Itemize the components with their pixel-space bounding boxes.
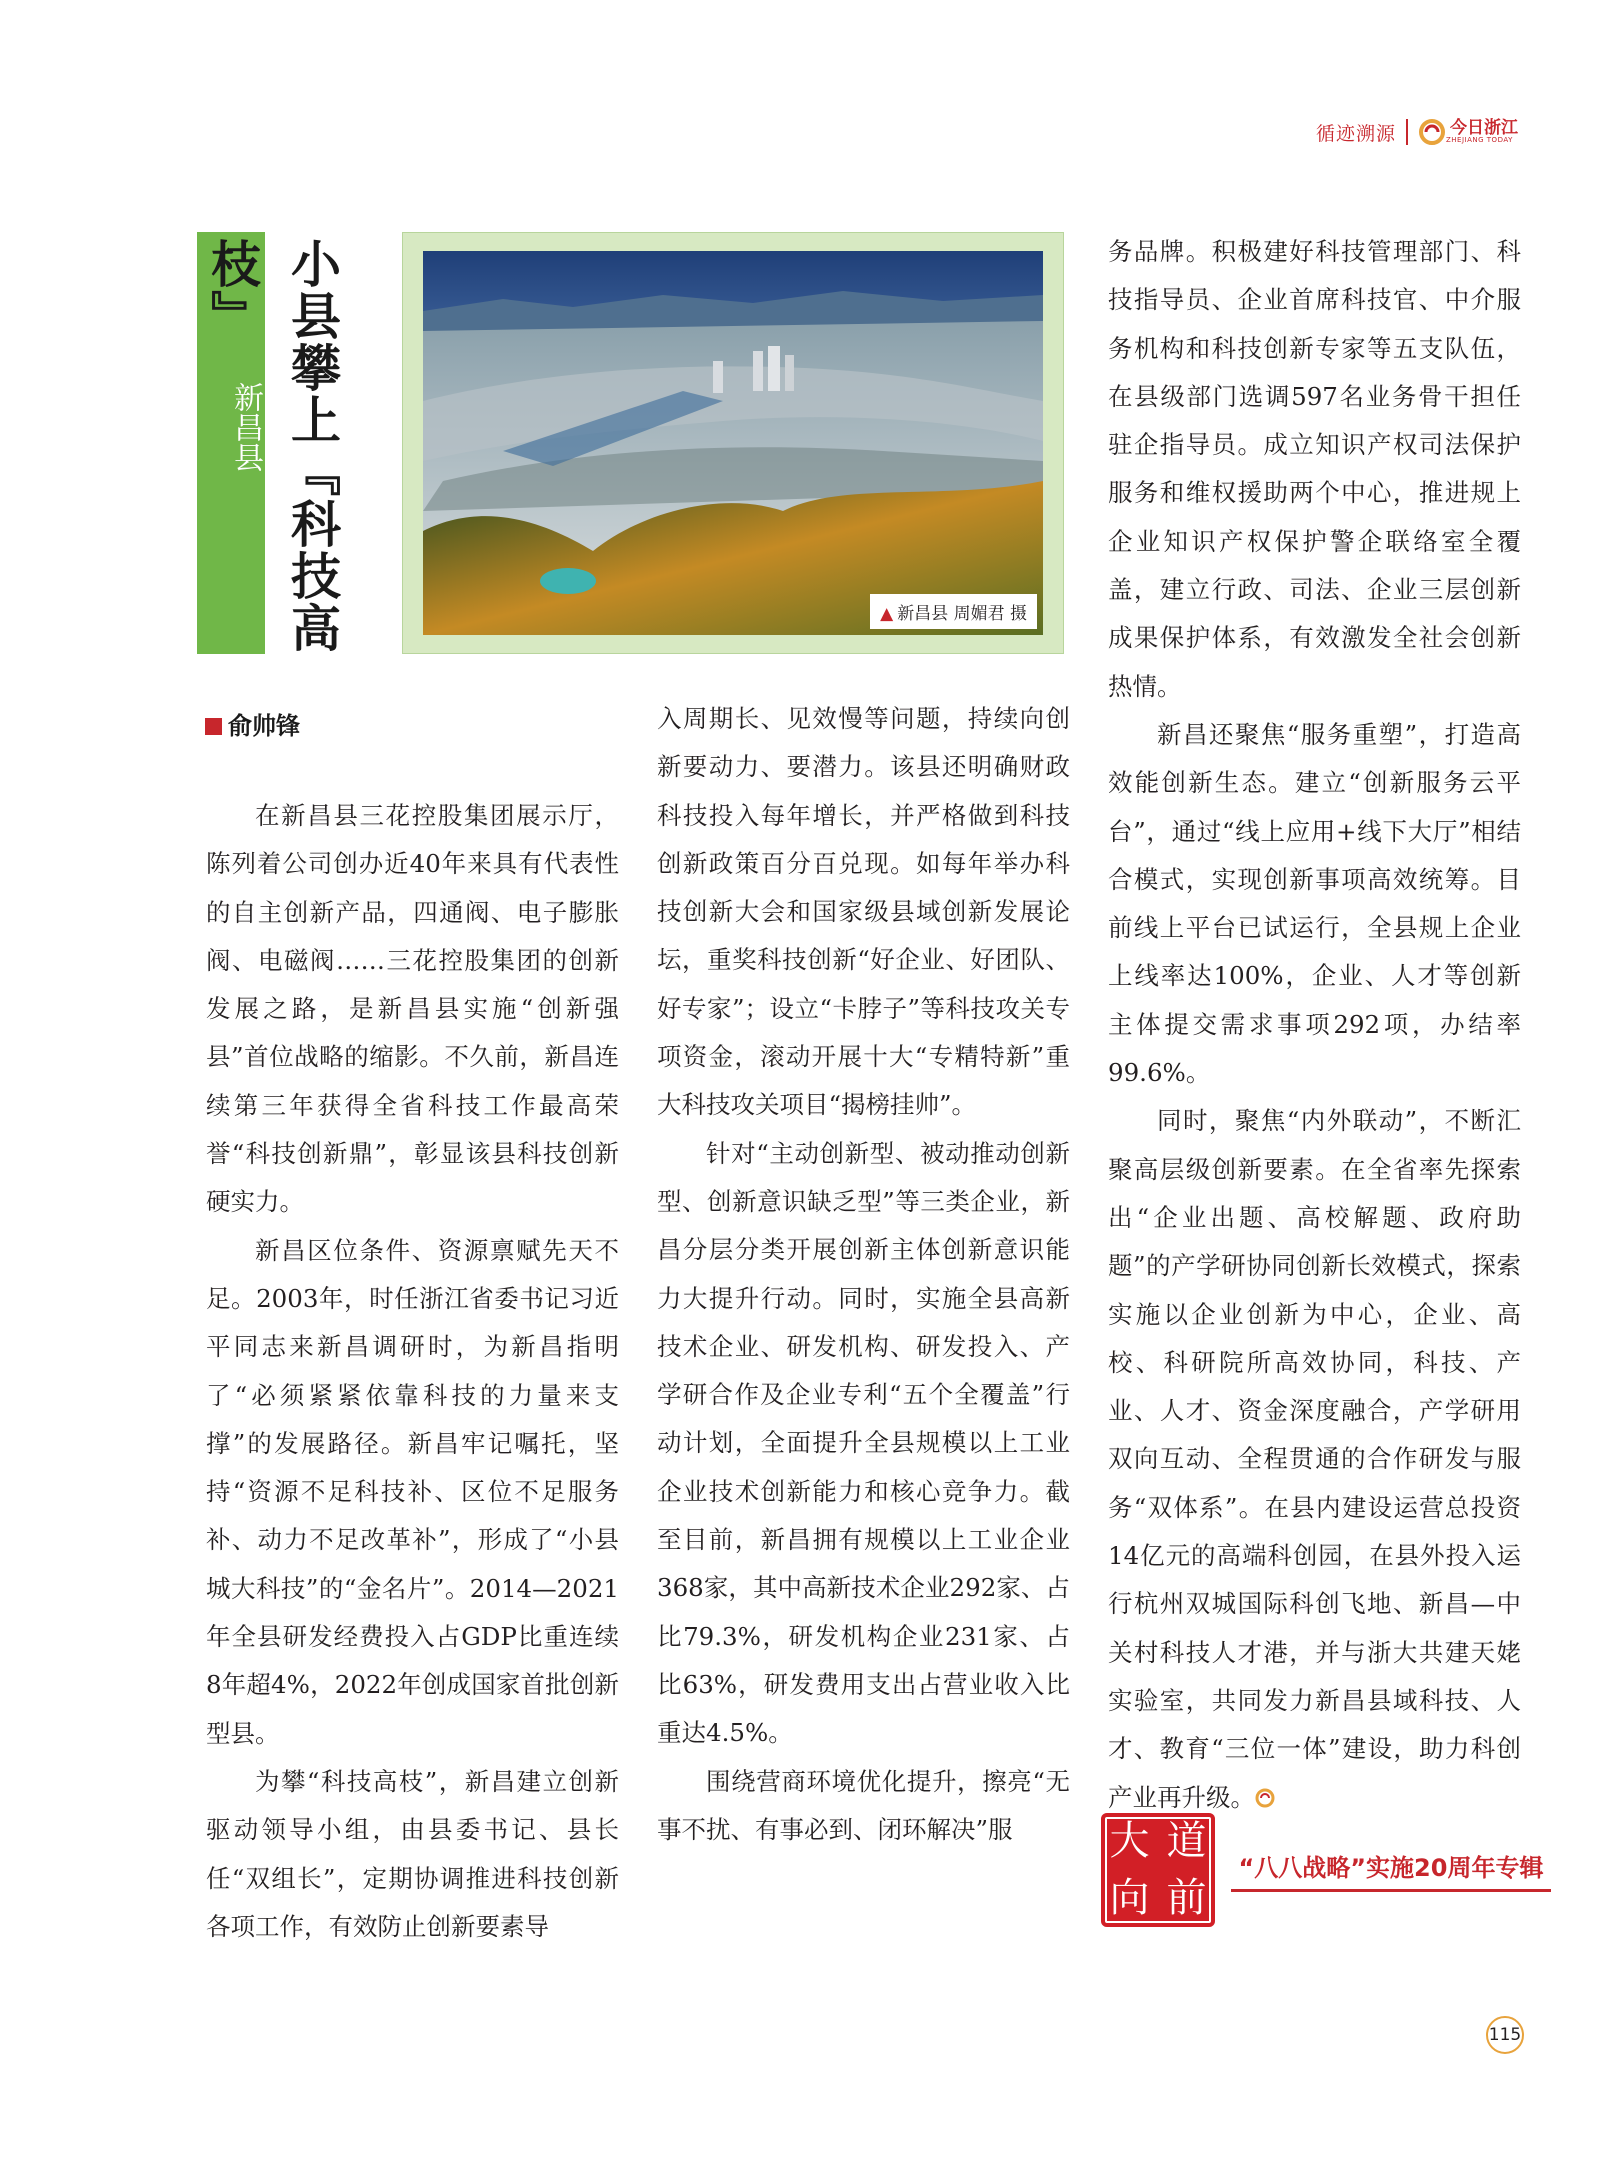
paragraph: 新昌还聚焦“服务重塑”，打造高效能创新生态。建立“创新服务云平台”，通过“线上应用+线下大厅”相结合模式，实现创新事项高效统筹。目前线上平台已试运行，全县规上企业上线率达100%，企业、人才等创新主体提交需求事项292项，办结率99.6%。: [1108, 719, 1521, 1088]
text-column-2: [657, 695, 1070, 1854]
photo-caption: [870, 594, 1037, 629]
article-title: 小县攀上『科技高枝』: [203, 238, 341, 654]
paragraph: 入周期长、见效慢等问题，持续向创新要动力、要潜力。该县还明确财政科技投入每年增长，并严格做到科技创新政策百分百兑现。如每年举办科技创新大会和国家级县域创新发展论坛，重奖科技创新“好企业、好团队、好专家”；设立“卡脖子”等科技攻关专项资金，滚动开展十大“专精特新”重大科技攻关项目“揭榜挂帅”。: [657, 704, 1070, 1120]
paragraph-final: [1108, 1097, 1521, 1821]
column-name: 循迹溯源: [1315, 122, 1396, 145]
seal-char: 前: [1166, 1875, 1207, 1921]
byline-square-icon: [205, 718, 222, 735]
special-issue-label: “八八战略”实施20周年专辑: [1231, 1848, 1551, 1892]
page-header: [1316, 118, 1518, 146]
photo-frame: [402, 232, 1064, 654]
seal-stamp: [1101, 1813, 1215, 1927]
paragraph: 新昌区位条件、资源禀赋先天不足。2003年，时任浙江省委书记习近平同志来新昌调研时，为新昌指明了“必须紧紧依靠科技的力量来支撑”的发展路径。新昌牢记嘱托，坚持“资源不足科技补、区位不足服务补、动力不足改革补”，形成了“小县城大科技”的“金名片”。2014—2021年全县研发经费投入占GDP比重连续8年超4%，2022年创成国家首批创新型县。: [206, 1235, 619, 1748]
header-divider: [1406, 119, 1408, 145]
magazine-logo: [1418, 118, 1518, 146]
seal-char: 道: [1166, 1818, 1207, 1864]
text-column-1: [206, 792, 619, 1951]
paragraph: 在新昌县三花控股集团展示厅，陈列着公司创办近40年来具有代表性的自主创新产品，四通阀、电子膨胀阀、电磁阀……三花控股集团的创新发展之路，是新昌县实施“创新强县”首位战略的缩影。不久前，新昌连续第三年获得全省科技工作最高荣誉“科技创新鼎”，彰显该县科技创新硬实力。: [206, 801, 619, 1217]
text-column-3: [1108, 228, 1521, 1822]
paragraph: 针对“主动创新型、被动推动创新型、创新意识缺乏型”等三类企业，新昌分层分类开展创新主体创新意识能力大提升行动。同时，实施全县高新技术企业、研发机构、研发投入、产学研合作及企业专利“五个全覆盖”行动计划，全面提升全县规模以上工业企业技术创新能力和核心竞争力。截至目前，新昌拥有规模以上工业企业368家，其中高新技术企业292家、占比79.3%，研发机构企业231家、占比63%，研发费用支出占营业收入比重达4.5%。: [657, 1138, 1070, 1748]
logo-subtext: ZHEJIANG TODAY: [1446, 136, 1513, 144]
seal-char: 向: [1109, 1875, 1150, 1921]
page-number: 115: [1486, 2016, 1524, 2054]
paragraph: 为攀“科技高枝”，新昌建立创新驱动领导小组，由县委书记、县长任“双组长”，定期协调推进科技创新各项工作，有效防止创新要素导: [206, 1766, 619, 1941]
caption-text: 新昌县 周媚君 摄: [897, 604, 1027, 624]
paragraph: 围绕营商环境优化提升，擦亮“无事不扰、有事必到、闭环解决”服: [657, 1766, 1070, 1844]
today-logo-icon: [1418, 118, 1446, 146]
logo-text: 今日浙江: [1450, 118, 1518, 138]
author-name: 俞帅锋: [228, 712, 300, 740]
paragraph-text: 同时，聚焦“内外联动”，不断汇聚高层级创新要素。在全省率先探索出“企业出题、高校解题、政府助题”的产学研协同创新长效模式，探索实施以企业创新为中心，企业、高校、科研院所高效协同，科技、产业、人才、资金深度融合，产学研用双向互动、全程贯通的合作研发与服务“双体系”。在县内建设运营总投资14亿元的高端科创园，在县外投入运行杭州双城国际科创飞地、新昌—中关村科技人才港，并与浙大共建天姥实验室，共同发力新昌县域科技、人才、教育“三位一体”建设，助力科创产业再升级。: [1108, 1106, 1521, 1812]
county-name: 新昌县: [228, 382, 263, 472]
seal-char: 大: [1109, 1818, 1150, 1864]
aerial-city-illustration: [423, 251, 1043, 635]
author-byline: [205, 706, 300, 741]
paragraph: 务品牌。积极建好科技管理部门、科技指导员、企业首席科技官、中介服务机构和科技创新专家等五支队伍，在县级部门选调597名业务骨干担任驻企指导员。成立知识产权司法保护服务和维权援助两个中心，推进规上企业知识产权保护警企联络室全覆盖，建立行政、司法、企业三层创新成果保护体系，有效激发全社会创新热情。: [1108, 237, 1521, 701]
special-issue-badge: [1101, 1813, 1551, 1927]
caption-triangle-icon: ▲: [880, 604, 894, 624]
end-mark-icon: [1255, 1788, 1275, 1808]
aerial-photo: [423, 251, 1043, 635]
